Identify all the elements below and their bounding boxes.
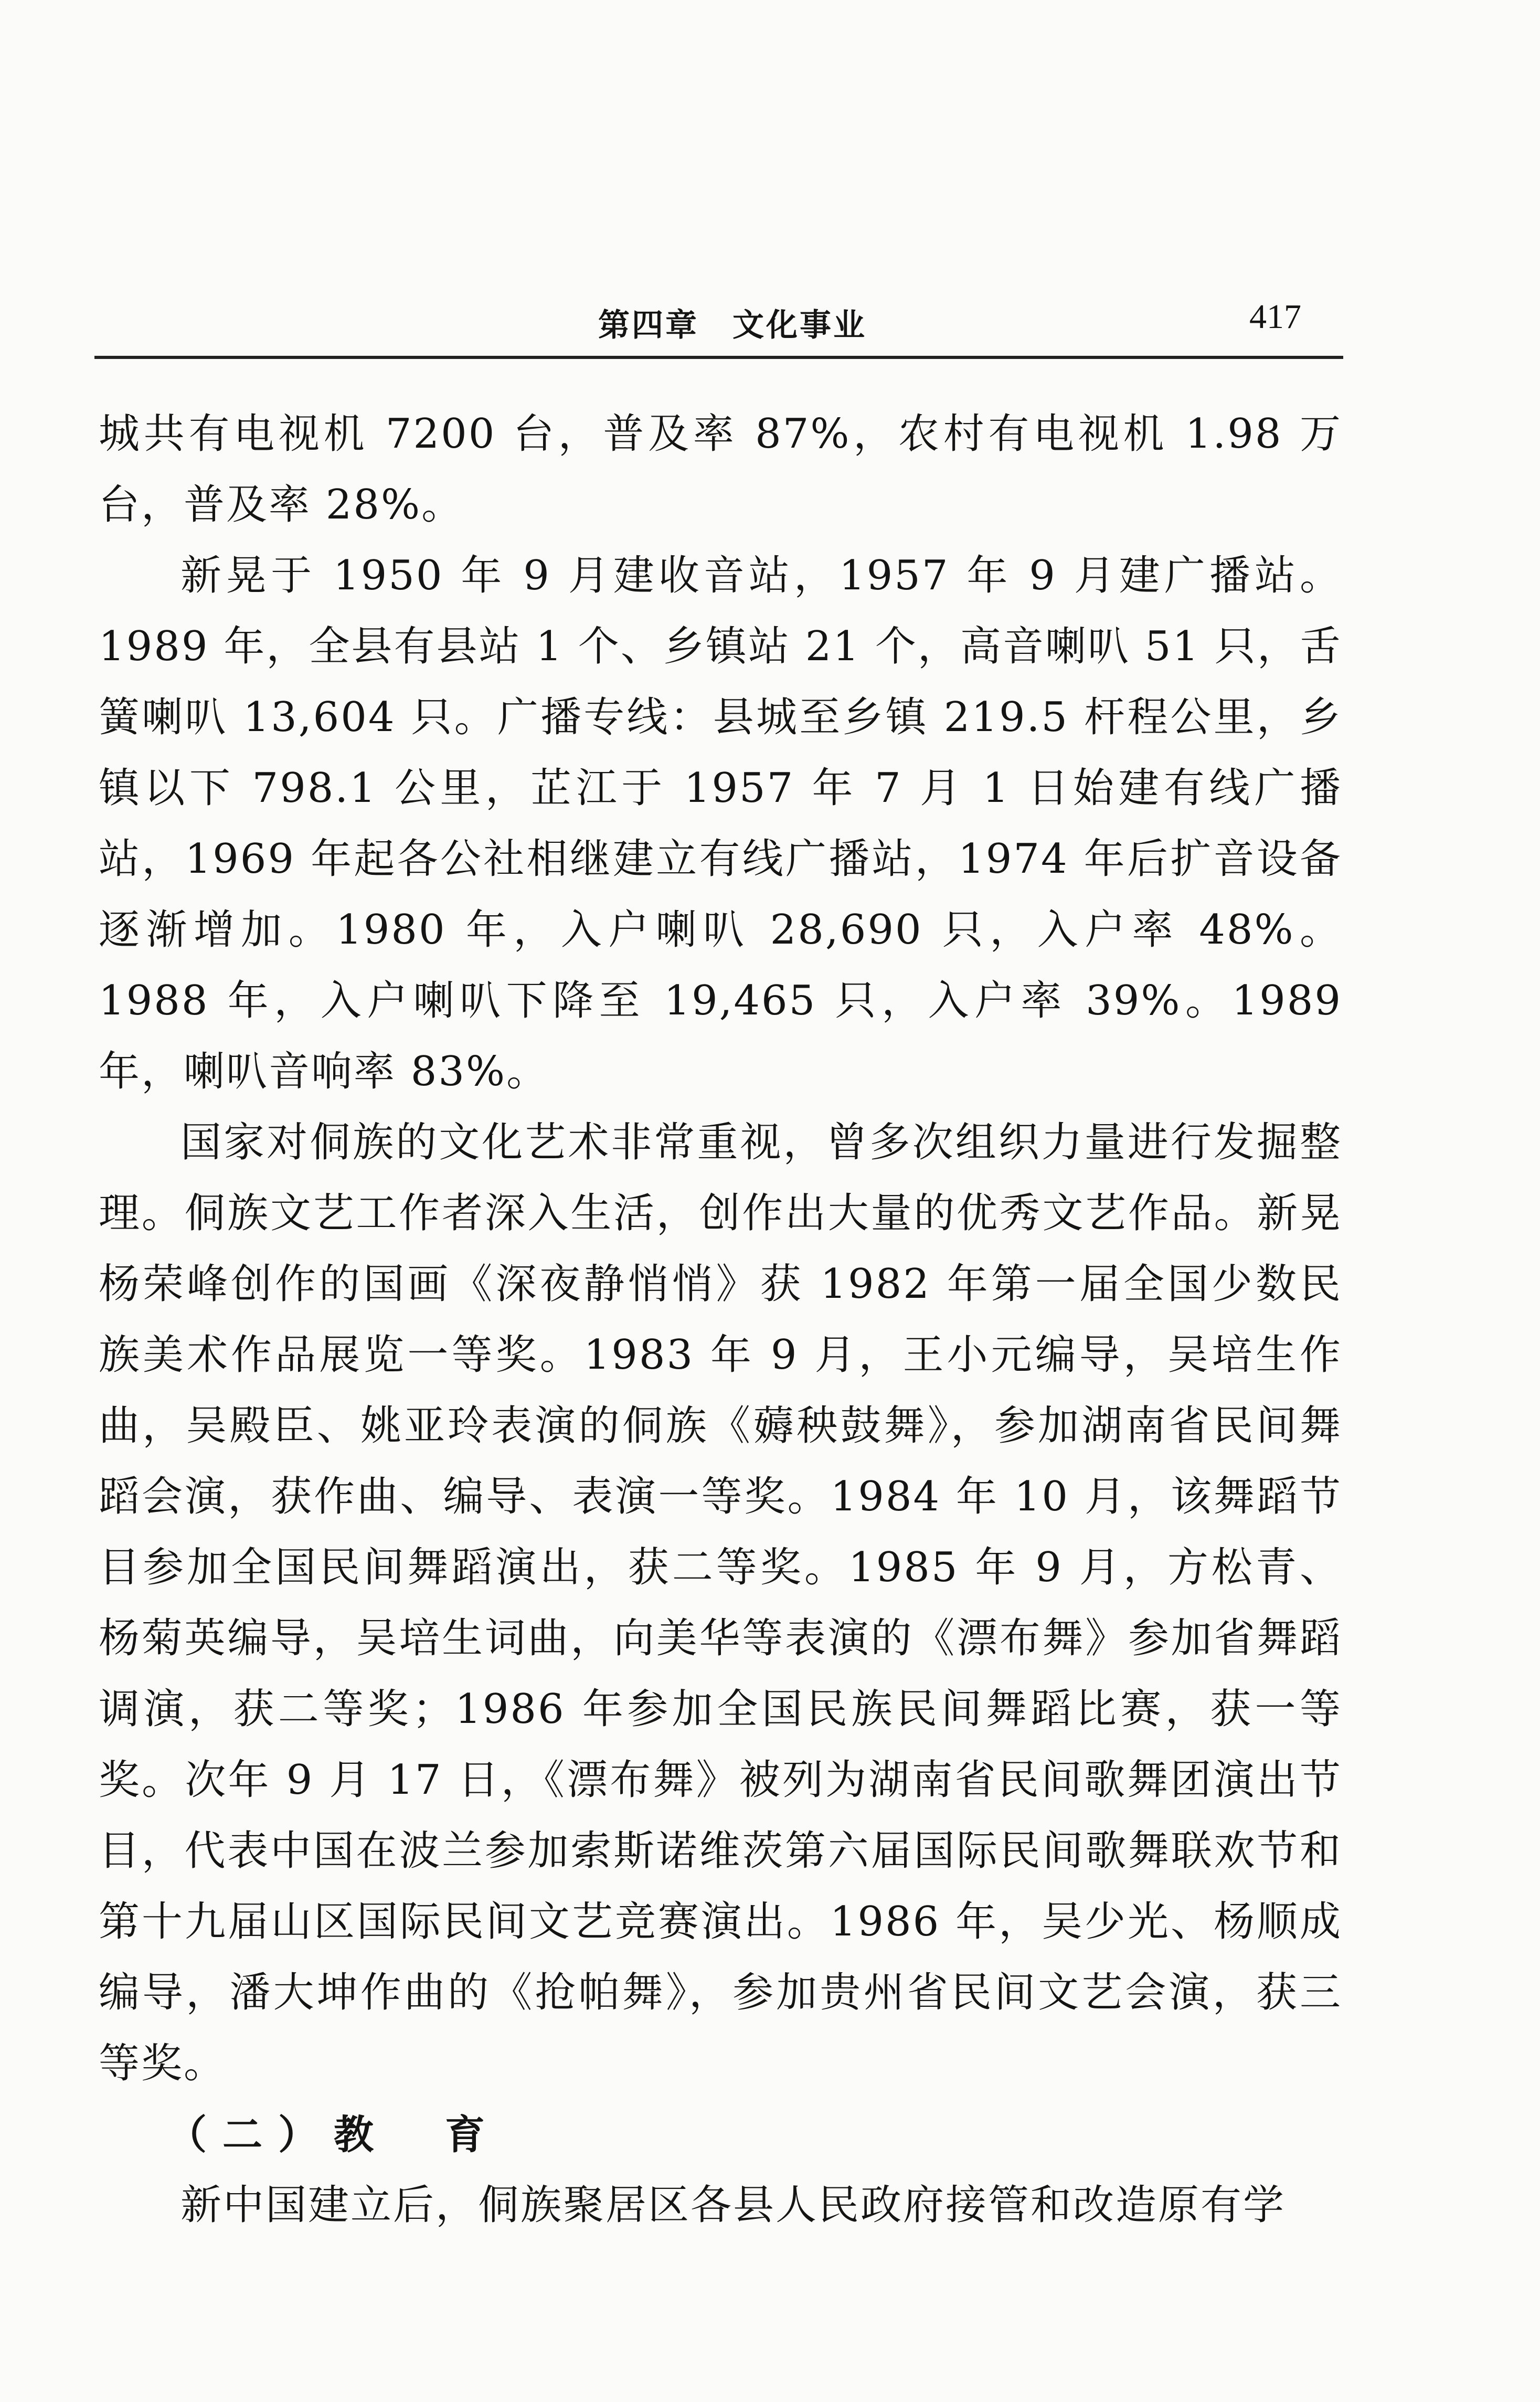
section-heading: （二）教 育	[167, 2111, 501, 2158]
chapter-title: 第四章 文化事业	[598, 307, 867, 344]
page-number: 417	[1249, 298, 1301, 336]
page-body	[99, 399, 1342, 2241]
paragraph-continued: 城共有电视机 7200 台，普及率 87%，农村有电视机 1.98 万台，普及率 28%。	[99, 410, 1342, 528]
paragraph-education: 新中国建立后，侗族聚居区各县人民政府接管和改造原有学	[180, 2182, 1286, 2229]
running-header	[94, 294, 1343, 357]
header-rule	[94, 356, 1343, 359]
paragraph-broadcasting: 新晃于 1950 年 9 月建收音站，1957 年 9 月建广播站。1989 年，全县有县站 1 个、乡镇站 21 个，高音喇叭 51 只，舌簧喇叭 13,604 只。广播专线：县城至乡镇 219.5 杆程公里，乡镇以下 798.1 公里，芷江于 1957 年 7 月 1 日始建有线广播站，1969 年起各公社相继建立有线广播站，1974 年后扩音设备逐渐增加。1980 年，入户喇叭 28,690 只，入户率 48%。1988 年，入户喇叭下降至 19,465 只，入户率 39%。1989 年，喇叭音响率 83%。	[99, 552, 1342, 1095]
paragraph-arts: 国家对侗族的文化艺术非常重视，曾多次组织力量进行发掘整理。侗族文艺工作者深入生活，创作出大量的优秀文艺作品。新晃杨荣峰创作的国画《深夜静悄悄》获 1982 年第一届全国少数民族美术作品展览一等奖。1983 年 9 月，王小元编导，吴培生作曲，吴殿臣、姚亚玲表演的侗族《薅秧鼓舞》，参加湖南省民间舞蹈会演，获作曲、编导、表演一等奖。1984 年 10 月，该舞蹈节目参加全国民间舞蹈演出，获二等奖。1985 年 9 月，方松青、杨菊英编导，吴培生词曲，向美华等表演的《漂布舞》参加省舞蹈调演，获二等奖；1986 年参加全国民族民间舞蹈比赛，获一等奖。次年 9 月 17 日，《漂布舞》被列为湖南省民间歌舞团演出节目，代表中国在波兰参加索斯诺维茨第六届国际民间歌舞联欢节和第十九届山区国际民间文艺竞赛演出。1986 年，吴少光、杨顺成编导，潘大坤作曲的《抢帕舞》，参加贵州省民间文艺会演，获三等奖。	[99, 1119, 1342, 2087]
